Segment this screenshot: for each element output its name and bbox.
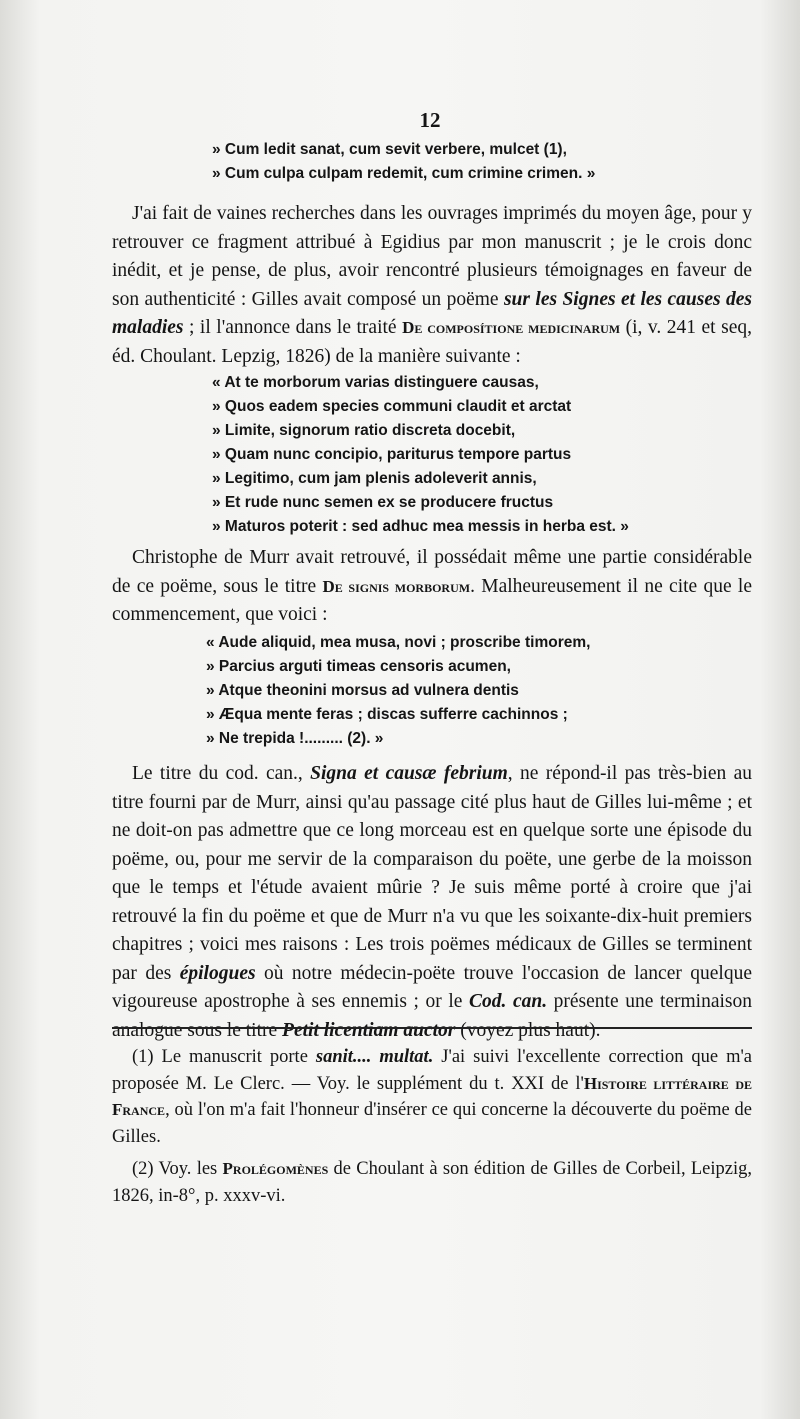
verse-line: » Parcius arguti timeas censoris acumen, [206, 658, 511, 675]
paragraph-2: Christophe de Murr avait retrouvé, il possédait même une partie considérable de ce poëme, sous le titre De signis morborum. Malheureusement il ne cite que le commencement, que voici : [112, 547, 752, 625]
verse-line: « Aude aliquid, mea musa, novi ; proscribe timorem, [206, 634, 591, 651]
verse-line: » Ne trepida !......... (2). » [206, 730, 384, 747]
verse-line: » Cum ledit sanat, cum sevit verbere, mulcet (1), [212, 141, 567, 158]
verse-line: » Quam nunc concipio, pariturus tempore partus [212, 446, 572, 463]
footnote-2: (2) Voy. les Prolégomènes de Choulant à son édition de Gilles de Corbeil, Leipzig, 1826, in-8°, p. xxxv-vi. [112, 1159, 752, 1206]
verse-line: » Cum culpa culpam redemit, cum crimine crimen. » [212, 165, 596, 182]
verse-line: « At te morborum varias distinguere causas, [212, 374, 539, 391]
verse-line: » Quos eadem species communi claudit et arctat [212, 398, 572, 415]
verse-line: » Legitimo, cum jam plenis adoleverit annis, [212, 470, 537, 487]
verse-line: » Limite, signorum ratio discreta docebit, [212, 422, 516, 439]
verse-line: » Maturos poterit : sed adhuc mea messis in herba est. » [212, 518, 629, 535]
verse-line: » Atque theonini morsus ad vulnera dentis [206, 682, 519, 699]
paragraph-3: Le titre du cod. can., Signa et causæ febrium, ne répond-il pas très-bien au titre fourni par de Murr, ainsi qu'au passage cité plus haut de Gilles lui-même ; et ne doit-on pas admettre que ce long morceau est en quelque sorte une épisode du poëme, ou, pour me servir de la comparaison du poëte, une gerbe de la moisson que le temps et l'étude avaient mûrie ? Je suis même porté à croire que j'ai retrouvé la fin du poëme et que de Murr n'a vu que les soixante-dix-huit premiers chapitres ; voici mes raisons : Les trois poëmes médicaux de Gilles se terminent par des épilogues où notre médecin-poëte trouve l'occasion de lancer quelque vigoureuse apostrophe à ses ennemis ; or le Cod. can. présente une terminaison analogue sous le titre Petit licentiam auctor (voyez plus haut). [112, 763, 753, 1041]
footnotes [112, 1044, 752, 1215]
verse-line: » Æqua mente feras ; discas sufferre cachinnos ; [206, 706, 568, 723]
footnote-separator [112, 1027, 752, 1029]
page-number: 12 [419, 108, 441, 132]
paragraph-1: J'ai fait de vaines recherches dans les ouvrages imprimés du moyen âge, pour y retrouver ce fragment attribué à Egidius par mon manuscrit ; je le crois donc inédit, et je pense, de plus, avoir rencontré plusieurs témoignages en faveur de son authenticité : Gilles avait composé un poëme sur les Signes et les causes des maladies ; il l'annonce dans le traité De composítione medicinarum (i, v. 241 et seq, éd. Choulant. Lepzig, 1826) de la manière suivante : [112, 203, 752, 367]
footnote-1: (1) Le manuscrit porte sanit.... multat. J'ai suivi l'excellente correction que m'a proposée M. Le Clerc. — Voy. le supplément du t. XXI de l'Histoire littéraire de France, où l'on m'a fait l'honneur d'insérer ce qui concerne la découverte du poëme de Gilles. [112, 1047, 752, 1147]
verse-line: » Et rude nunc semen ex se producere fructus [212, 494, 554, 511]
